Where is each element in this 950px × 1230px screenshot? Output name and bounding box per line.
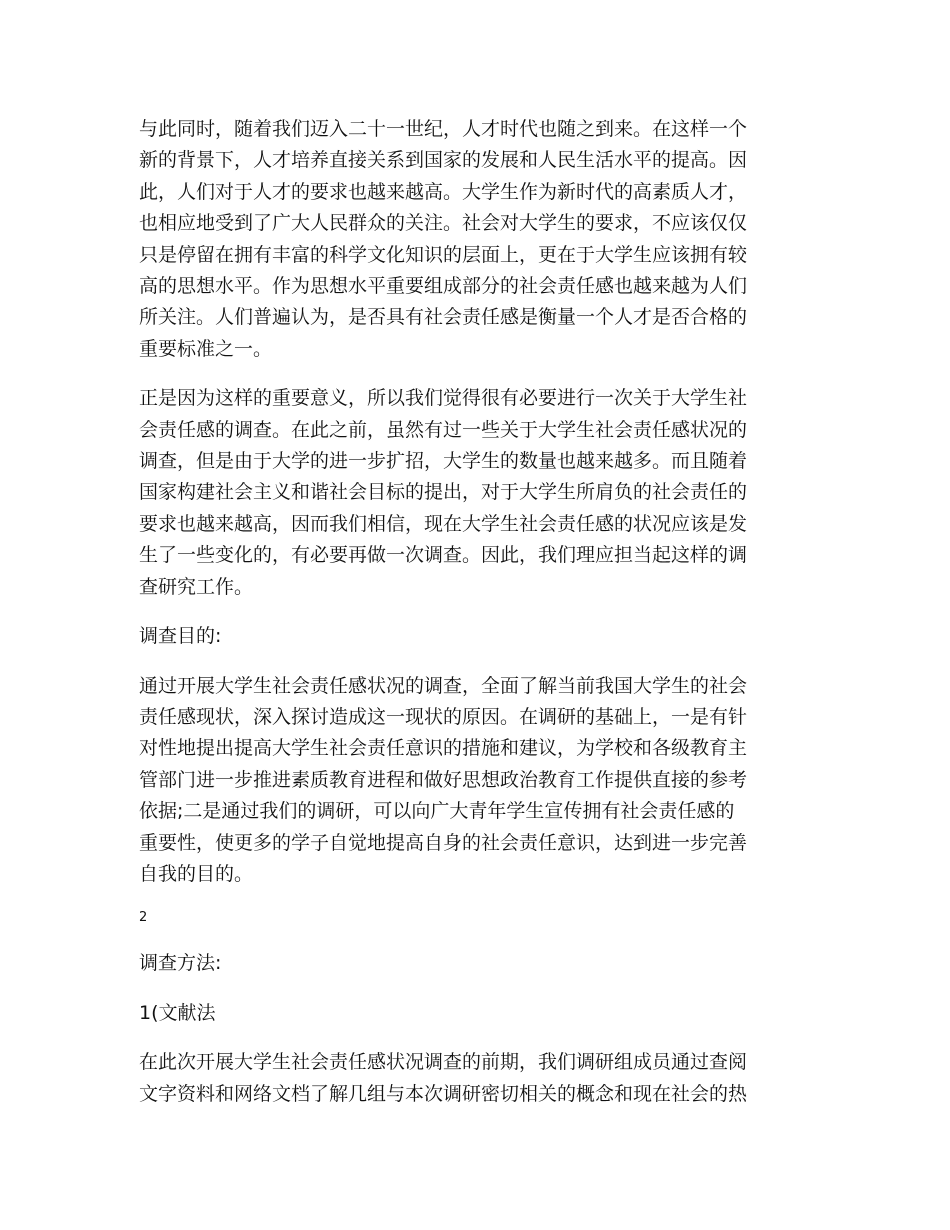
text-line: 通过开展大学生社会责任感状况的调查，全面了解当前我国大学生的社会 <box>139 674 748 697</box>
text-line: 只是停留在拥有丰富的科学文化知识的层面上，更在于大学生应该拥有较 <box>139 243 748 266</box>
text-line: 会责任感的调查。在此之前，虽然有过一些关于大学生社会责任感状况的 <box>139 418 748 441</box>
text-line: 此，人们对于人才的要求也越来越高。大学生作为新时代的高素质人才， <box>139 180 748 203</box>
text-line: 国家构建社会主义和谐社会目标的提出，对于大学生所肩负的社会责任的 <box>139 481 748 504</box>
heading-text: 调查方法: <box>139 952 222 975</box>
text-line: 所关注。人们普遍认为，是否具有社会责任感是衡量一个人才是否合格的 <box>139 306 748 329</box>
text-line: 与此同时，随着我们迈入二十一世纪，人才时代也随之到来。在这样一个 <box>139 118 748 140</box>
text-line: 生了一些变化的，有必要再做一次调查。因此，我们理应担当起这样的调 <box>139 544 748 567</box>
page-number: 2 <box>139 910 148 926</box>
text-line: 在此次开展大学生社会责任感状况调查的前期，我们调研组成员通过查阅 <box>139 1051 748 1074</box>
paragraph-literature-method <box>139 1047 811 1110</box>
text-line: 查研究工作。 <box>139 575 254 598</box>
document-page <box>139 114 811 1128</box>
subheading-literature-method <box>139 998 811 1029</box>
text-line: 依据;二是通过我们的调研，可以向广大青年学生宣传拥有社会责任感的 <box>139 800 735 823</box>
text-line: 要求也越来越高，因而我们相信，现在大学生社会责任感的状况应该是发 <box>139 512 748 535</box>
section-heading-purpose <box>139 621 811 652</box>
text-line: 文字资料和网络文档了解几组与本次调研密切相关的概念和现在社会的热 <box>139 1082 748 1105</box>
text-line: 重要标准之一。 <box>139 337 273 360</box>
section-heading-method <box>139 948 811 979</box>
heading-text: 1(文献法 <box>139 1001 216 1024</box>
text-line: 重要性，使更多的学子自觉地提高自身的社会责任意识，达到进一步完善 <box>139 831 748 854</box>
paragraph-talent-era <box>139 114 811 365</box>
text-line: 自我的目的。 <box>139 862 254 885</box>
text-line: 正是因为这样的重要意义，所以我们觉得很有必要进行一次关于大学生社 <box>139 387 748 410</box>
text-line: 新的背景下，人才培养直接关系到国家的发展和人民生活水平的提高。因 <box>139 149 748 172</box>
paragraph-survey-purpose <box>139 671 811 891</box>
paragraph-survey-significance <box>139 383 811 603</box>
heading-text: 调查目的: <box>139 625 222 648</box>
text-line: 也相应地受到了广大人民群众的关注。社会对大学生的要求，不应该仅仅 <box>139 212 748 235</box>
text-line: 责任感现状，深入探讨造成这一现状的原因。在调研的基础上，一是有针 <box>139 705 748 728</box>
text-line: 高的思想水平。作为思想水平重要组成部分的社会责任感也越来越为人们 <box>139 275 748 298</box>
text-line: 对性地提出提高大学生社会责任意识的措施和建议，为学校和各级教育主 <box>139 737 748 760</box>
text-line: 调查，但是由于大学的进一步扩招，大学生的数量也越来越多。而且随着 <box>139 450 748 473</box>
text-line: 管部门进一步推进素质教育进程和做好思想政治教育工作提供直接的参考 <box>139 768 748 791</box>
